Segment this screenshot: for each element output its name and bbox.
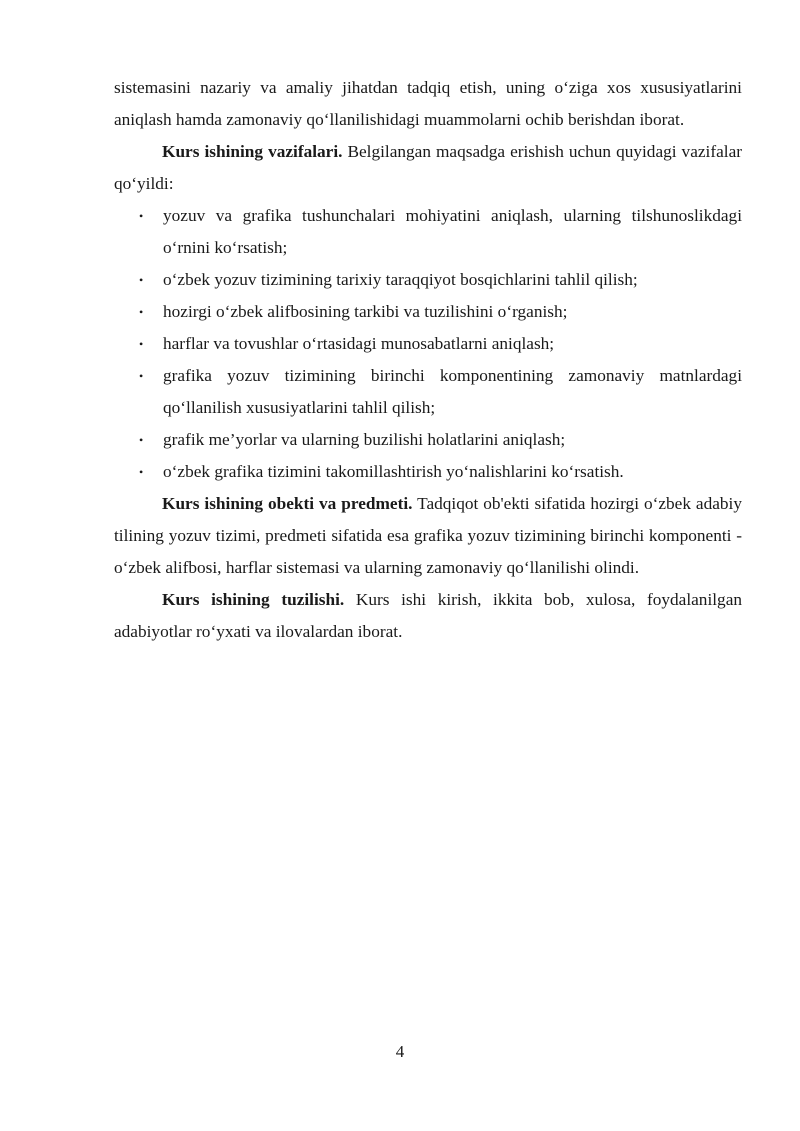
paragraph-aim-continuation: sistemasini nazariy va amaliy jihatdan tadqiq etish, uning o‘ziga xos xususiyatlarini aniqlash hamda zamonaviy qo‘llanilishidagi muammolarni ochib berishdan iborat. bbox=[114, 78, 742, 129]
page-number: 4 bbox=[395, 1042, 405, 1061]
list-item-text: harflar va tovushlar o‘rtasidagi munosabatlarni aniqlash; bbox=[163, 334, 555, 353]
list-item bbox=[114, 424, 742, 456]
list-item-text: hozirgi o‘zbek alifbosining tarkibi va tuzilishini o‘rganish; bbox=[163, 302, 568, 321]
paragraph-structure bbox=[114, 584, 742, 648]
list-item bbox=[114, 264, 742, 296]
bullet-icon: • bbox=[139, 337, 144, 351]
section-heading-object: Kurs ishining obekti va predmeti. bbox=[162, 494, 413, 513]
section-heading-structure: Kurs ishining tuzilishi. bbox=[162, 590, 345, 609]
paragraph-tasks-intro bbox=[114, 136, 742, 200]
list-item bbox=[114, 296, 742, 328]
tasks-list bbox=[114, 200, 742, 488]
bullet-icon: • bbox=[139, 465, 144, 479]
list-item bbox=[114, 200, 742, 264]
paragraph-object-subject bbox=[114, 488, 742, 584]
list-item-text: grafika yozuv tizimining birinchi komponentining zamonaviy matnlardagi qo‘llanilish xususiyatlarini tahlil qilish; bbox=[163, 366, 742, 417]
structure-text: Kurs ishi kirish, ikkita bob, xulosa, foydalanilgan adabiyotlar ro‘yxati va ilovalardan iborat. bbox=[114, 590, 743, 641]
list-item-text: yozuv va grafika tushunchalari mohiyatini aniqlash, ularning tilshunoslikdagi o‘rnini ko‘rsatish; bbox=[163, 206, 742, 257]
document-page bbox=[114, 72, 742, 648]
list-item bbox=[114, 360, 742, 424]
bullet-icon: • bbox=[139, 433, 144, 447]
section-heading-tasks: Kurs ishining vazifalari. bbox=[162, 142, 343, 161]
list-item bbox=[114, 456, 742, 488]
list-item-text: o‘zbek grafika tizimini takomillashtirish yo‘nalishlarini ko‘rsatish. bbox=[163, 462, 624, 481]
object-subject-text: Tadqiqot ob'ekti sifatida hozirgi o‘zbek adabiy tilining yozuv tizimi, predmeti sifatida esa grafika yozuv tizimining birinchi komponenti - o‘zbek alifbosi, harflar sistemasi va ularning zamonaviy qo‘llanilishi olindi. bbox=[114, 494, 742, 577]
list-item-text: grafik me’yorlar va ularning buzilishi holatlarini aniqlash; bbox=[163, 430, 566, 449]
bullet-icon: • bbox=[139, 209, 144, 223]
bullet-icon: • bbox=[139, 305, 144, 319]
bullet-icon: • bbox=[139, 273, 144, 287]
list-item-text: o‘zbek yozuv tizimining tarixiy taraqqiyot bosqichlarini tahlil qilish; bbox=[163, 270, 638, 289]
list-item bbox=[114, 328, 742, 360]
bullet-icon: • bbox=[139, 369, 144, 383]
tasks-intro-text: Belgilangan maqsadga erishish uchun quyidagi vazifalar qo‘yildi: bbox=[114, 142, 742, 193]
